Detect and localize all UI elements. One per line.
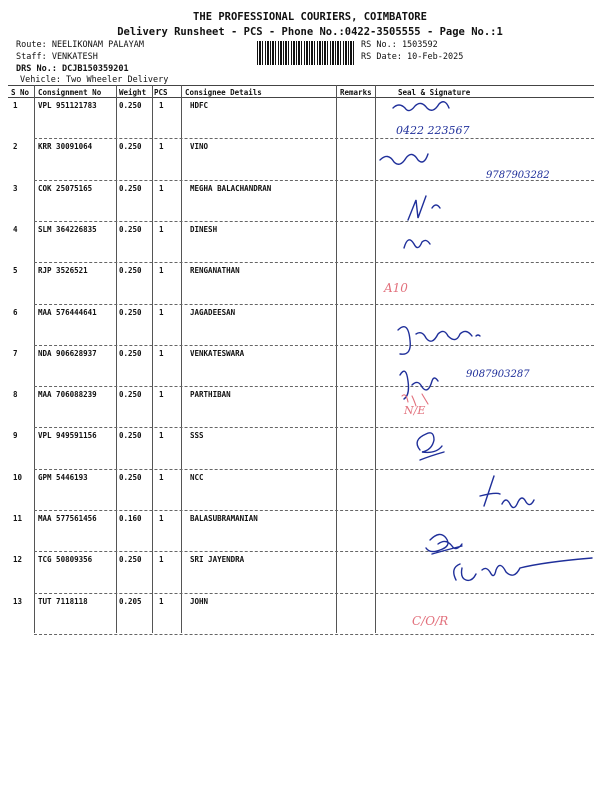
- handwritten-note-row5: A10: [384, 281, 408, 295]
- cell-sno: 2: [13, 142, 18, 152]
- cell-pcs: 1: [159, 101, 164, 110]
- cell-sno: 13: [13, 596, 23, 606]
- cell-sno: 1: [13, 101, 18, 110]
- cell-sno: 3: [13, 183, 18, 193]
- cell-consignment-no: VPL 951121783: [38, 101, 97, 110]
- cell-consignment-no: RJP 3526521: [38, 266, 88, 276]
- signature-row6: [398, 327, 480, 355]
- row-divider: [34, 262, 594, 263]
- cell-consignee: SRI JAYENDRA: [190, 555, 245, 565]
- row-divider: [34, 138, 594, 139]
- signature-row9: [417, 433, 444, 460]
- cell-consignment-no: VPL 949591156: [38, 431, 97, 441]
- handwritten-phone-row7: 9087903287: [466, 369, 530, 380]
- cell-pcs: 1: [159, 266, 164, 276]
- cell-pcs: 1: [159, 142, 164, 152]
- drs-number: DRS No.: DCJB150359201: [16, 64, 129, 74]
- row-divider: [34, 345, 594, 346]
- cell-sno: 11: [13, 514, 23, 523]
- row-divider: [34, 634, 594, 635]
- cell-weight: 0.250: [119, 348, 142, 358]
- cell-consignee: JAGADEESAN: [190, 307, 236, 317]
- cell-weight: 0.205: [119, 596, 142, 606]
- handwritten-phone-row2: 9787903282: [486, 170, 550, 181]
- row-divider: [34, 180, 594, 181]
- vehicle-label: Vehicle: Two Wheeler Delivery: [20, 75, 169, 85]
- cell-sno: 8: [13, 390, 18, 400]
- cell-consignee: MEGHA BALACHANDRAN: [190, 183, 272, 193]
- cell-consignee: VINO: [190, 142, 209, 152]
- column-header: Consignee Details: [185, 88, 262, 97]
- cell-consignment-no: SLM 364226835: [38, 224, 97, 234]
- column-header: Seal & Signature: [398, 88, 471, 97]
- cell-sno: 5: [13, 266, 18, 276]
- cell-consignment-no: NDA 906628937: [38, 348, 97, 358]
- cell-consignee: NCC: [190, 472, 204, 482]
- cell-weight: 0.250: [119, 224, 142, 234]
- cell-weight: 0.250: [119, 307, 142, 317]
- cell-sno: 12: [13, 555, 23, 565]
- signature-row3: [408, 196, 440, 220]
- row-divider: [34, 304, 594, 305]
- row-divider: [34, 510, 594, 511]
- cell-consignee: HDFC: [190, 101, 209, 110]
- cell-consignee: SSS: [190, 431, 204, 441]
- cell-consignment-no: TCG 50809356: [38, 555, 93, 565]
- cell-consignment-no: COK 25075165: [38, 183, 93, 193]
- cell-consignee: PARTHIBAN: [190, 390, 231, 400]
- cell-weight: 0.160: [119, 514, 142, 523]
- cell-weight: 0.250: [119, 183, 142, 193]
- cell-sno: 9: [13, 431, 18, 441]
- handwritten-phone-row1: 0422 223567: [396, 124, 470, 137]
- cell-consignment-no: MAA 706088239: [38, 390, 97, 400]
- cell-pcs: 1: [159, 555, 164, 565]
- cell-sno: 6: [13, 307, 18, 317]
- row-divider: [34, 386, 594, 387]
- row-divider: [34, 427, 594, 428]
- column-header: S No: [11, 88, 30, 97]
- cell-consignment-no: MAA 576444641: [38, 307, 97, 317]
- cell-pcs: 1: [159, 224, 164, 234]
- cell-weight: 0.250: [119, 390, 142, 400]
- cell-consignment-no: TUT 7118118: [38, 596, 88, 606]
- cell-consignee: VENKATESWARA: [190, 348, 245, 358]
- signature-row12: [454, 558, 592, 580]
- route-label: Route: NEELIKONAM PALAYAM: [16, 40, 144, 50]
- cell-pcs: 1: [159, 431, 164, 441]
- signature-row7: [400, 371, 438, 399]
- cell-pcs: 1: [159, 390, 164, 400]
- cell-pcs: 1: [159, 307, 164, 317]
- header-bottom-border: [8, 97, 594, 98]
- cell-weight: 0.250: [119, 142, 142, 152]
- signature-row2: [380, 154, 428, 164]
- mark-row8: [402, 394, 428, 406]
- cell-consignee: RENGANATHAN: [190, 266, 240, 276]
- cell-weight: 0.250: [119, 472, 142, 482]
- cell-pcs: 1: [159, 514, 164, 523]
- company-title: THE PROFESSIONAL COURIERS, COIMBATORE: [193, 11, 427, 23]
- row-divider: [34, 593, 594, 594]
- cell-weight: 0.250: [119, 266, 142, 276]
- row-divider: [34, 551, 594, 552]
- barcode-image: [257, 41, 355, 65]
- cell-consignment-no: MAA 577561456: [38, 514, 97, 523]
- cell-weight: 0.250: [119, 101, 142, 110]
- cell-pcs: 1: [159, 472, 164, 482]
- rs-date: RS Date: 10-Feb-2025: [361, 52, 464, 62]
- row-divider: [34, 469, 594, 470]
- cell-consignment-no: KRR 30091064: [38, 142, 93, 152]
- column-header: Remarks: [340, 88, 372, 97]
- cell-pcs: 1: [159, 596, 164, 606]
- runsheet-subtitle: Delivery Runsheet - PCS - Phone No.:0422-3505555 - Page No.:1: [117, 26, 503, 38]
- cell-consignee: BALASUBRAMANIAN: [190, 514, 258, 523]
- cell-sno: 10: [13, 472, 23, 482]
- rs-number: RS No.: 1503592: [361, 40, 438, 50]
- handwritten-note-row8: N/E: [404, 404, 426, 417]
- cell-pcs: 1: [159, 348, 164, 358]
- column-header: PCS: [154, 88, 168, 97]
- cell-pcs: 1: [159, 183, 164, 193]
- cell-sno: 7: [13, 348, 18, 358]
- handwritten-note-row13: C/O/R: [412, 614, 449, 628]
- cell-consignee: JOHN: [190, 596, 209, 606]
- cell-consignee: DINESH: [190, 224, 218, 234]
- table-top-border: [8, 85, 594, 86]
- signature-row1: [393, 102, 449, 111]
- staff-label: Staff: VENKATESH: [16, 52, 98, 62]
- cell-weight: 0.250: [119, 431, 142, 441]
- signature-row4: [404, 240, 430, 248]
- column-header: Weight: [119, 88, 147, 97]
- column-header: Consignment No: [38, 88, 102, 97]
- cell-weight: 0.250: [119, 555, 142, 565]
- cell-consignment-no: GPM 5446193: [38, 472, 88, 482]
- cell-sno: 4: [13, 224, 18, 234]
- signature-row10: [480, 476, 534, 508]
- row-divider: [34, 221, 594, 222]
